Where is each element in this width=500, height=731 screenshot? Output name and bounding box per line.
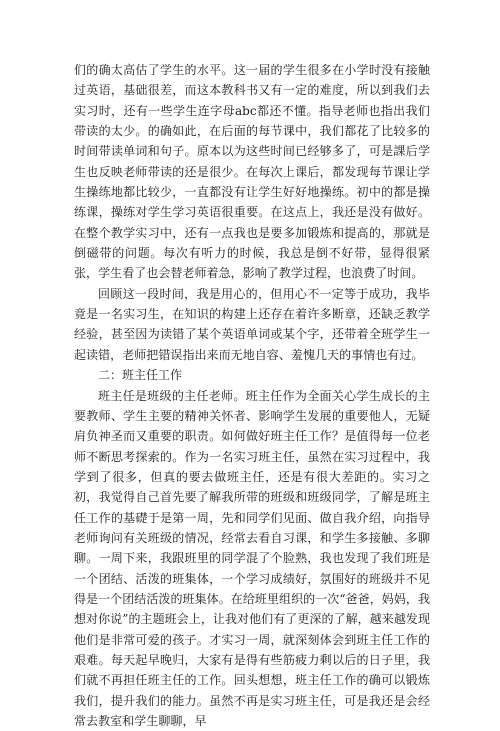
paragraph-class-teacher-work: 班主任是班级的主任老师。班主任作为全面关心学生成长的主要教师、学生主要的精神关怀者、影响学生发展的重要他人，无疑肩负神圣而又重要的职责。如何做好班主任工作？是值得每一位老师不断思考探索的。作为一名实习班主任，虽然在实习过程中，我学到了很多，但真的要去做班主任，还是有很大差距的。实习之初，我觉得自己首先要了解我所带的班级和班级同学，了解是班主任工作的基礎于是第一周，先和同学们见面、做自我介绍，向指导老师询问有关班级的情况，经常去看自习课，和学生多接触、多聊聊。一周下来，我跟班里的同学混了个脸熟，我也发现了我们班是一个团结、活泼的班集体，一个学习成绩好，氛围好的班级并不见得是一个团结活泼的班集体。在给班里组织的一次“爸爸，妈妈，我想对你说”的主题班会上，让我对他们有了更深的了解，越来越发现他们是非常可爱的孩子。才实习一周，就深刻体会到班主任工作的艰难。每天起早晚归，大家有是得有些筋疲力剩以后的日子里，我们就不再担任班主任的工作。回头想想，班主任工作的确可以锻炼我们，提升我们的能力。虽然不再是实习班主任，可是我还是会经常去教室和学生聊聊，早 bbox=[74, 386, 430, 731]
paragraph-teaching-reflection: 们的确太高估了学生的水平。这一届的学生很多在小学时没有接触过英语，基础很差，而这本教科书又有一定的难度，所以到我们去实习时，还有一些学生连字母abc都还不懂。指导老师也指出我们带读的太少。的确如此，在后面的每节课中，我们都花了比较多的时间带读单词和句子。原本以为这些时间已经够多了，可是課后学生也反映老师带读的还是很少。在每次上课后，都发现每节课让学生操练地都比较少，一直都没有让学生好好地操练。初中的都是操练课，操练对学生学习英语很重要。在这点上，我还是没有做好。在整个教学实习中，还有一点我也是要多加锻炼和提高的，那就是倒磁带的问题。每次有听力的时候，我总是倒不好带，显得很紧张，学生看了也会替老师着急，影响了教学过程，也浪费了时间。 bbox=[74, 60, 430, 284]
document-page bbox=[74, 60, 430, 731]
paragraph-review: 回顾这一段时间，我是用心的，但用心不一定等于成功，我毕竟是一名实习生，在知识的构建上还存在着许多断章，还缺乏教学经验，甚至因为读错了某个英语单词或某个字，还带着全班学生一起读错，老师把错误指出来而无地自容、羞愧几天的事情也有过。 bbox=[74, 284, 430, 365]
section-heading: 二：班主任工作 bbox=[74, 365, 430, 385]
